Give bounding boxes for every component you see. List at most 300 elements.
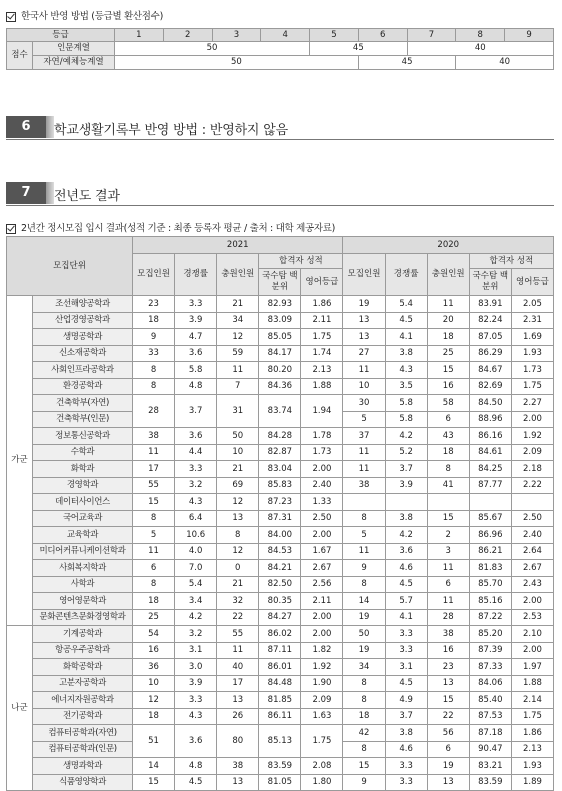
cell-2020: 2.22 — [511, 477, 553, 494]
cell-2020: 27 — [343, 345, 385, 362]
cell-2021: 8 — [133, 362, 175, 379]
dept-name: 영어영문학과 — [33, 593, 133, 610]
cell-2020: 1.93 — [511, 345, 553, 362]
cell-2021: 86.02 — [259, 626, 301, 643]
section-number: 7 — [6, 182, 46, 204]
results-heading: 2년간 정시모집 입시 결과(성적 기준 : 최종 등록자 평균 / 출처 : 대학 제공자료) — [6, 220, 335, 234]
cell-2020: 15 — [427, 510, 469, 527]
cell-2020: 1.75 — [511, 378, 553, 395]
dept-name: 화학과 — [33, 461, 133, 478]
cell-2021: 83.74 — [259, 395, 301, 428]
cell-2020: 2.14 — [511, 692, 553, 709]
cell-2021: 3.1 — [175, 642, 217, 659]
cell-2020: 11 — [343, 444, 385, 461]
cell-2020: 9 — [343, 774, 385, 791]
cell-2020: 38 — [343, 477, 385, 494]
score-cell: 40 — [407, 42, 553, 56]
cell-2020: 85.40 — [469, 692, 511, 709]
dept-name: 조선해양공학과 — [33, 296, 133, 313]
grade-2: 2 — [163, 29, 212, 42]
cell-2020: 87.05 — [469, 329, 511, 346]
cell-2021: 3.7 — [175, 395, 217, 428]
cell-2021: 83.59 — [259, 758, 301, 775]
cell-2020: 8 — [343, 675, 385, 692]
cell-2021: 80 — [217, 725, 259, 758]
table-row — [7, 461, 554, 478]
cell-2021: 86.01 — [259, 659, 301, 676]
cell-2021: 2.00 — [301, 527, 343, 544]
cell-2020: 15 — [343, 758, 385, 775]
cell-2020: 1.73 — [511, 362, 553, 379]
grade-6: 6 — [358, 29, 407, 42]
score-cell: 45 — [358, 56, 456, 70]
dept-name: 컴퓨터공학과(자연) — [33, 725, 133, 742]
cell-2020: 88.96 — [469, 411, 511, 428]
table-row — [7, 560, 554, 577]
cell-2020: 8 — [427, 461, 469, 478]
cell-2020: 13 — [427, 675, 469, 692]
cell-2020: 3.3 — [385, 774, 427, 791]
cell-2020: 2.31 — [511, 312, 553, 329]
dept-name: 정보통신공학과 — [33, 428, 133, 445]
grade-9: 9 — [505, 29, 554, 42]
cell-2021: 26 — [217, 708, 259, 725]
cell-2020: 3.7 — [385, 708, 427, 725]
cell-2021: 1.67 — [301, 543, 343, 560]
cell-2021: 31 — [217, 395, 259, 428]
cell-2021: 80.20 — [259, 362, 301, 379]
section-title: 학교생활기록부 반영 방법 : 반영하지 않음 — [54, 123, 288, 138]
cell-2020: 2.13 — [511, 741, 553, 758]
cell-2021: 59 — [217, 345, 259, 362]
group-label: 가군 — [7, 296, 33, 626]
dept-name: 교육학과 — [33, 527, 133, 544]
cell-2020: 5 — [343, 527, 385, 544]
table-row — [7, 477, 554, 494]
table-row — [7, 527, 554, 544]
table-row — [7, 659, 554, 676]
dept-name: 문화콘텐츠문화경영학과 — [33, 609, 133, 626]
cell-2021: 10 — [217, 444, 259, 461]
korean-history-table — [6, 28, 554, 70]
cell-2021: 4.3 — [175, 494, 217, 511]
cell-2021: 3.2 — [175, 626, 217, 643]
dept-name: 건축학부(인문) — [33, 411, 133, 428]
grade-4: 4 — [261, 29, 310, 42]
dept-name: 컴퓨터공학과(인문) — [33, 741, 133, 758]
cell-2020: 2.67 — [511, 560, 553, 577]
dept-name: 에너지자원공학과 — [33, 692, 133, 709]
cell-2021: 82.87 — [259, 444, 301, 461]
cell-2021: 22 — [217, 609, 259, 626]
table-row — [7, 609, 554, 626]
cell-2020: 81.83 — [469, 560, 511, 577]
cell-2021: 2.11 — [301, 312, 343, 329]
cell-2021: 1.63 — [301, 708, 343, 725]
cell-2021: 54 — [133, 626, 175, 643]
table-row — [7, 708, 554, 725]
col-quota: 모집인원 — [343, 254, 385, 296]
col-result: 합격자 성적 — [469, 254, 553, 269]
cell-2020: 84.61 — [469, 444, 511, 461]
cell-2020: 37 — [343, 428, 385, 445]
cell-2020: 85.20 — [469, 626, 511, 643]
cell-2021: 5 — [133, 527, 175, 544]
cell-2021: 84.00 — [259, 527, 301, 544]
cell-2020: 5.4 — [385, 296, 427, 313]
cell-2020: 5.2 — [385, 444, 427, 461]
cell-2021: 87.31 — [259, 510, 301, 527]
cell-2020: 2 — [427, 527, 469, 544]
cell-2021: 84.36 — [259, 378, 301, 395]
cell-2021: 81.05 — [259, 774, 301, 791]
cell-2021: 3.3 — [175, 296, 217, 313]
cell-2020: 11 — [427, 296, 469, 313]
dept-name: 수학과 — [33, 444, 133, 461]
cell-2020: 1.86 — [511, 725, 553, 742]
cell-2021: 4.8 — [175, 378, 217, 395]
cell-2020: 11 — [343, 362, 385, 379]
cell-2020: 28 — [427, 609, 469, 626]
cell-2020: 2.00 — [511, 593, 553, 610]
cell-2020: 10 — [343, 378, 385, 395]
cell-2020: 86.16 — [469, 428, 511, 445]
cell-2020: 22 — [427, 708, 469, 725]
cell-2021: 12 — [217, 494, 259, 511]
cell-2021: 0 — [217, 560, 259, 577]
cell-2021: 3.9 — [175, 312, 217, 329]
table-row — [7, 312, 554, 329]
cell-2021: 8 — [133, 378, 175, 395]
table-row — [7, 296, 554, 313]
cell-2020: 8 — [343, 510, 385, 527]
year-2020-header: 2020 — [343, 237, 554, 254]
table-row — [7, 626, 554, 643]
cell-2021: 12 — [217, 329, 259, 346]
row-label: 자연/예체능계열 — [33, 56, 115, 70]
cell-2020: 87.18 — [469, 725, 511, 742]
cell-2020 — [427, 494, 469, 511]
dept-name: 기계공학과 — [33, 626, 133, 643]
cell-2020: 4.5 — [385, 576, 427, 593]
cell-2020: 85.16 — [469, 593, 511, 610]
section-7-heading — [6, 182, 554, 204]
cell-2020 — [511, 494, 553, 511]
cell-2021: 10 — [133, 675, 175, 692]
section-underline — [6, 139, 554, 140]
col-extra: 충원인원 — [217, 254, 259, 296]
cell-2020: 3.8 — [385, 345, 427, 362]
cell-2021: 4.7 — [175, 329, 217, 346]
dept-name: 항공우주공학과 — [33, 642, 133, 659]
cell-2020: 6 — [427, 741, 469, 758]
cell-2020: 6 — [427, 411, 469, 428]
cell-2021: 36 — [133, 659, 175, 676]
checkbox-icon — [6, 12, 16, 22]
cell-2021: 8 — [133, 576, 175, 593]
cell-2021: 3.2 — [175, 477, 217, 494]
cell-2021: 33 — [133, 345, 175, 362]
col-eng: 영어등급 — [511, 269, 553, 296]
cell-2020: 19 — [343, 296, 385, 313]
cell-2021: 4.4 — [175, 444, 217, 461]
cell-2020: 1.88 — [511, 675, 553, 692]
cell-2020: 4.5 — [385, 312, 427, 329]
cell-2021: 13 — [217, 692, 259, 709]
cell-2021: 55 — [217, 626, 259, 643]
table-row — [7, 444, 554, 461]
cell-2021: 3.6 — [175, 725, 217, 758]
cell-2021: 8 — [217, 527, 259, 544]
section-divider — [46, 116, 54, 138]
cell-2021: 18 — [133, 312, 175, 329]
cell-2021: 81.85 — [259, 692, 301, 709]
table-row — [7, 378, 554, 395]
cell-2020: 8 — [343, 692, 385, 709]
table-row — [7, 593, 554, 610]
cell-2021: 7.0 — [175, 560, 217, 577]
cell-2021: 3.4 — [175, 593, 217, 610]
cell-2020: 6 — [427, 576, 469, 593]
cell-2021: 1.92 — [301, 659, 343, 676]
dept-name: 데이터사이언스 — [33, 494, 133, 511]
cell-2021: 85.83 — [259, 477, 301, 494]
dept-name: 전기공학과 — [33, 708, 133, 725]
cell-2021: 69 — [217, 477, 259, 494]
cell-2020: 19 — [343, 609, 385, 626]
cell-2020: 15 — [427, 362, 469, 379]
cell-2020: 82.69 — [469, 378, 511, 395]
cell-2021: 2.00 — [301, 626, 343, 643]
cell-2021: 1.94 — [301, 395, 343, 428]
grade-8: 8 — [456, 29, 505, 42]
table-row — [7, 774, 554, 791]
dept-name: 국어교육과 — [33, 510, 133, 527]
cell-2020: 43 — [427, 428, 469, 445]
cell-2020: 25 — [427, 345, 469, 362]
cell-2021: 18 — [133, 708, 175, 725]
dept-name: 산업경영공학과 — [33, 312, 133, 329]
cell-2021: 32 — [217, 593, 259, 610]
cell-2021: 3.6 — [175, 345, 217, 362]
cell-2020: 56 — [427, 725, 469, 742]
cell-2020: 3.3 — [385, 626, 427, 643]
cell-2021: 1.82 — [301, 642, 343, 659]
cell-2020: 14 — [343, 593, 385, 610]
cell-2020: 18 — [343, 708, 385, 725]
cell-2021: 34 — [217, 312, 259, 329]
cell-2021: 38 — [217, 758, 259, 775]
col-rate: 경쟁률 — [385, 254, 427, 296]
cell-2021: 2.09 — [301, 692, 343, 709]
section-title: 전년도 결과 — [54, 189, 120, 204]
grade-header: 등급 — [7, 29, 115, 42]
cell-2020: 3 — [427, 543, 469, 560]
cell-2021: 10.6 — [175, 527, 217, 544]
cell-2020: 1.89 — [511, 774, 553, 791]
cell-2021: 84.21 — [259, 560, 301, 577]
cell-2020: 20 — [427, 312, 469, 329]
cell-2020: 38 — [427, 626, 469, 643]
cell-2020: 4.6 — [385, 741, 427, 758]
table-row — [7, 345, 554, 362]
cell-2021: 5.8 — [175, 362, 217, 379]
cell-2020: 18 — [427, 329, 469, 346]
cell-2021: 8 — [133, 510, 175, 527]
dept-name: 사회인프라공학과 — [33, 362, 133, 379]
dept-name: 고분자공학과 — [33, 675, 133, 692]
score-cell: 50 — [115, 56, 359, 70]
cell-2020: 3.5 — [385, 378, 427, 395]
cell-2020: 34 — [343, 659, 385, 676]
cell-2020: 23 — [427, 659, 469, 676]
cell-2021: 1.73 — [301, 444, 343, 461]
cell-2021: 1.33 — [301, 494, 343, 511]
cell-2021: 2.40 — [301, 477, 343, 494]
cell-2021: 85.13 — [259, 725, 301, 758]
table-row — [7, 725, 554, 742]
cell-2021: 1.74 — [301, 345, 343, 362]
cell-2021: 2.00 — [301, 609, 343, 626]
cell-2020: 4.1 — [385, 329, 427, 346]
cell-2021: 1.75 — [301, 725, 343, 758]
cell-2021: 85.05 — [259, 329, 301, 346]
cell-2020: 11 — [427, 593, 469, 610]
dept-name: 건축학부(자연) — [33, 395, 133, 412]
cell-2021: 1.88 — [301, 378, 343, 395]
cell-2020: 2.43 — [511, 576, 553, 593]
cell-2020: 90.47 — [469, 741, 511, 758]
cell-2021: 7 — [217, 378, 259, 395]
cell-2020: 83.21 — [469, 758, 511, 775]
cell-2021: 12 — [217, 543, 259, 560]
cell-2020: 2.53 — [511, 609, 553, 626]
grade-1: 1 — [115, 29, 164, 42]
cell-2020: 3.8 — [385, 510, 427, 527]
cell-2020: 83.91 — [469, 296, 511, 313]
cell-2020: 4.2 — [385, 428, 427, 445]
cell-2021: 4.3 — [175, 708, 217, 725]
cell-2021: 4.5 — [175, 774, 217, 791]
cell-2021: 15 — [133, 774, 175, 791]
cell-2020: 11 — [343, 461, 385, 478]
cell-2021: 6 — [133, 560, 175, 577]
cell-2020: 86.29 — [469, 345, 511, 362]
cell-2020: 2.40 — [511, 527, 553, 544]
cell-2020: 3.1 — [385, 659, 427, 676]
results-body — [7, 296, 554, 791]
cell-2021: 25 — [133, 609, 175, 626]
dept-name: 사학과 — [33, 576, 133, 593]
cell-2020: 5.8 — [385, 411, 427, 428]
checkbox-icon — [6, 224, 16, 234]
section-divider — [46, 182, 54, 204]
cell-2020: 18 — [427, 444, 469, 461]
cell-2020: 87.39 — [469, 642, 511, 659]
results-table — [6, 236, 554, 791]
cell-2020: 3.7 — [385, 461, 427, 478]
cell-2020: 87.33 — [469, 659, 511, 676]
cell-2020: 85.67 — [469, 510, 511, 527]
cell-2021: 87.23 — [259, 494, 301, 511]
cell-2021: 82.93 — [259, 296, 301, 313]
cell-2021: 14 — [133, 758, 175, 775]
col-extra: 충원인원 — [427, 254, 469, 296]
cell-2020: 84.67 — [469, 362, 511, 379]
cell-2021: 51 — [133, 725, 175, 758]
cell-2021: 12 — [133, 692, 175, 709]
cell-2020: 4.3 — [385, 362, 427, 379]
dept-name: 사회복지학과 — [33, 560, 133, 577]
cell-2020: 3.9 — [385, 477, 427, 494]
table-row — [7, 395, 554, 412]
cell-2021: 2.08 — [301, 758, 343, 775]
dept-name: 신소재공학과 — [33, 345, 133, 362]
grade-7: 7 — [407, 29, 456, 42]
row-label: 인문계열 — [33, 42, 115, 56]
dept-name: 생명공학과 — [33, 329, 133, 346]
cell-2021: 4.2 — [175, 609, 217, 626]
cell-2020: 13 — [343, 312, 385, 329]
cell-2020: 86.21 — [469, 543, 511, 560]
cell-2021: 1.78 — [301, 428, 343, 445]
cell-2021: 3.3 — [175, 692, 217, 709]
cell-2021: 21 — [217, 296, 259, 313]
cell-2020: 3.3 — [385, 642, 427, 659]
cell-2021: 86.11 — [259, 708, 301, 725]
table-row — [7, 576, 554, 593]
cell-2021: 11 — [217, 362, 259, 379]
cell-2020: 85.70 — [469, 576, 511, 593]
section-underline — [6, 205, 554, 206]
cell-2020: 3.3 — [385, 758, 427, 775]
cell-2020: 16 — [427, 378, 469, 395]
col-result: 합격자 성적 — [259, 254, 343, 269]
cell-2021: 4.0 — [175, 543, 217, 560]
table-row — [7, 329, 554, 346]
cell-2021: 83.09 — [259, 312, 301, 329]
col-quota: 모집인원 — [133, 254, 175, 296]
cell-2020: 87.53 — [469, 708, 511, 725]
cell-2021: 84.27 — [259, 609, 301, 626]
section-number: 6 — [6, 116, 46, 138]
table-row — [7, 758, 554, 775]
cell-2021: 3.3 — [175, 461, 217, 478]
cell-2021: 1.90 — [301, 675, 343, 692]
cell-2021: 2.56 — [301, 576, 343, 593]
dept-name: 미디어커뮤니케이션학과 — [33, 543, 133, 560]
cell-2020: 58 — [427, 395, 469, 412]
cell-2020: 84.25 — [469, 461, 511, 478]
cell-2020: 1.69 — [511, 329, 553, 346]
cell-2020: 2.18 — [511, 461, 553, 478]
cell-2020: 4.6 — [385, 560, 427, 577]
year-2021-header: 2021 — [133, 237, 343, 254]
cell-2020: 15 — [427, 692, 469, 709]
cell-2021: 40 — [217, 659, 259, 676]
col-rate: 경쟁률 — [175, 254, 217, 296]
cell-2020: 50 — [343, 626, 385, 643]
cell-2020: 1.93 — [511, 758, 553, 775]
table-row — [7, 675, 554, 692]
cell-2021: 11 — [133, 543, 175, 560]
cell-2021: 50 — [217, 428, 259, 445]
cell-2021: 87.11 — [259, 642, 301, 659]
cell-2021: 84.17 — [259, 345, 301, 362]
cell-2021: 15 — [133, 494, 175, 511]
cell-2020: 2.00 — [511, 642, 553, 659]
grade-5: 5 — [310, 29, 359, 42]
